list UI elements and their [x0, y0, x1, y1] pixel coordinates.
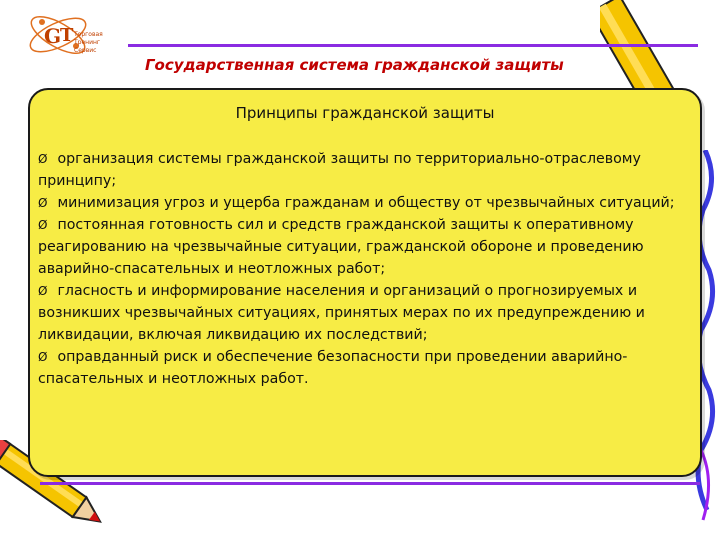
- list-item: [38, 148, 690, 192]
- bullet-icon: Ø: [38, 284, 48, 298]
- list-item-text: минимизация угроз и ущерба гражданам и обществу от чрезвычайных ситуаций;: [57, 195, 675, 211]
- list-item-text: оправданный риск и обеспечение безопасности при проведении аварийно-спасательных и неотложных работ.: [38, 349, 628, 387]
- svg-text:Тренинг: Тренинг: [74, 39, 101, 46]
- list-item-text: постоянная готовность сил и средств гражданской защиты к оперативному реагированию на чрезвычайные ситуации, гражданской обороне и проведению аварийно-спасательных и неотложных работ;: [38, 217, 644, 277]
- svg-text:Торговая: Торговая: [74, 31, 103, 38]
- svg-text:G: G: [44, 24, 62, 48]
- logo-icon: [22, 8, 132, 63]
- principles-card: [28, 88, 702, 477]
- list-item-text: организация системы гражданской защиты по территориально-отраслевому принципу;: [38, 151, 641, 189]
- svg-text:Сервис: Сервис: [74, 47, 97, 54]
- bullet-icon: Ø: [38, 350, 48, 364]
- card-title: Принципы гражданской защиты: [235, 104, 495, 122]
- list-item: [38, 214, 690, 280]
- principles-list: [38, 148, 690, 390]
- svg-text:T: T: [60, 25, 74, 46]
- bullet-icon: Ø: [38, 152, 48, 166]
- list-item-text: гласность и информирование населения и организаций о прогнозируемых и возникших чрезвычайных ситуациях, принятых мерах по их предупреждению и ликвидации, включая ликвидацию их последствий;: [38, 283, 645, 343]
- footer-rule: [40, 482, 700, 485]
- list-item: [38, 346, 690, 390]
- header-rule: [128, 44, 698, 47]
- page-title: Государственная система гражданской защиты: [145, 56, 564, 74]
- bullet-icon: Ø: [38, 196, 48, 210]
- list-item: [38, 192, 690, 214]
- list-item: [38, 280, 690, 346]
- bullet-icon: Ø: [38, 218, 48, 232]
